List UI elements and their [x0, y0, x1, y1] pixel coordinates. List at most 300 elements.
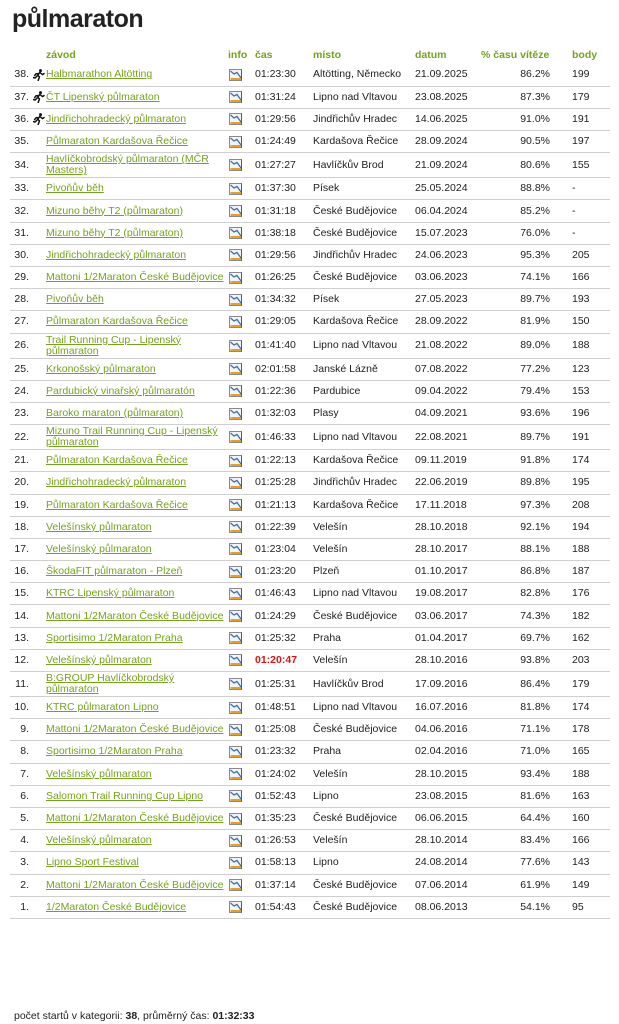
row-pct: 87.3%: [479, 86, 564, 108]
row-points: 187: [564, 561, 610, 583]
row-time: 01:41:40: [253, 333, 311, 358]
col-place: místo: [313, 48, 342, 61]
row-time: 01:46:33: [253, 425, 311, 450]
row-rank: 18.: [10, 516, 30, 538]
table-row: [10, 244, 610, 266]
row-date: 16.07.2016: [413, 697, 479, 719]
row-place: Altötting, Německo: [311, 64, 413, 86]
race-link[interactable]: Trail Running Cup - Lipenský půlmaraton: [46, 333, 182, 357]
row-time: 01:58:13: [253, 852, 311, 874]
row-pct: 89.0%: [479, 333, 564, 358]
row-pct: 54.1%: [479, 896, 564, 918]
row-rank: 33.: [10, 178, 30, 200]
race-link[interactable]: Krkonošský půlmaraton: [46, 362, 156, 375]
row-rank: 35.: [10, 131, 30, 153]
table-header: [10, 46, 610, 64]
table-row: [10, 516, 610, 538]
table-row: [10, 627, 610, 649]
row-date: 28.10.2018: [413, 516, 479, 538]
chart-document-icon[interactable]: [228, 834, 244, 848]
row-date: 28.10.2017: [413, 538, 479, 560]
row-points: 163: [564, 785, 610, 807]
chart-document-icon[interactable]: [228, 767, 244, 781]
row-rank: 13.: [10, 627, 30, 649]
row-date: 21.09.2025: [413, 64, 479, 86]
row-place: České Budějovice: [311, 807, 413, 829]
row-place: Velešín: [311, 763, 413, 785]
row-rank: 21.: [10, 450, 30, 472]
table-row: [10, 472, 610, 494]
row-points: 196: [564, 402, 610, 424]
table-row: [10, 719, 610, 741]
chart-document-icon[interactable]: [228, 112, 244, 126]
row-points: 188: [564, 538, 610, 560]
row-date: 04.09.2021: [413, 402, 479, 424]
row-pct: 97.3%: [479, 494, 564, 516]
col-race: závod: [46, 48, 76, 61]
row-rank: 3.: [10, 852, 30, 874]
row-pct: 91.8%: [479, 450, 564, 472]
row-rank: 26.: [10, 333, 30, 358]
row-time: 01:24:29: [253, 605, 311, 627]
chart-document-icon[interactable]: [228, 362, 244, 376]
row-date: 22.08.2021: [413, 425, 479, 450]
row-time: 01:29:56: [253, 244, 311, 266]
chart-document-icon[interactable]: [228, 631, 244, 645]
row-rank: 23.: [10, 402, 30, 424]
race-link[interactable]: Pivoňův běh: [46, 182, 104, 195]
table-row: [10, 852, 610, 874]
row-date: 17.11.2018: [413, 494, 479, 516]
runner-icon: [33, 113, 45, 125]
row-date: 03.06.2017: [413, 605, 479, 627]
race-link[interactable]: Půlmaraton Kardašova Řečice: [46, 315, 188, 328]
row-points: 179: [564, 672, 610, 697]
row-place: Praha: [311, 627, 413, 649]
row-place: Lipno: [311, 785, 413, 807]
row-pct: 74.3%: [479, 605, 564, 627]
row-time: 01:34:32: [253, 289, 311, 311]
chart-document-icon[interactable]: [228, 476, 244, 490]
row-time: 01:22:39: [253, 516, 311, 538]
chart-document-icon[interactable]: [228, 856, 244, 870]
row-date: 24.08.2014: [413, 852, 479, 874]
row-place: Praha: [311, 741, 413, 763]
row-date: 09.11.2019: [413, 450, 479, 472]
row-place: Pardubice: [311, 380, 413, 402]
chart-document-icon[interactable]: [228, 226, 244, 240]
table-row: [10, 333, 610, 358]
row-points: 160: [564, 807, 610, 829]
row-pct: 69.7%: [479, 627, 564, 649]
chart-document-icon[interactable]: [228, 68, 244, 82]
row-time: 01:26:53: [253, 830, 311, 852]
row-place: Písek: [311, 289, 413, 311]
chart-document-icon[interactable]: [228, 745, 244, 759]
race-link[interactable]: Sportisimo 1/2Maraton Praha: [46, 631, 183, 644]
table-row: [10, 267, 610, 289]
race-link[interactable]: Velešínský půlmaraton: [46, 767, 152, 780]
row-date: 09.04.2022: [413, 380, 479, 402]
row-time: 01:21:13: [253, 494, 311, 516]
chart-document-icon[interactable]: [228, 565, 244, 579]
row-pct: 74.1%: [479, 267, 564, 289]
row-points: 176: [564, 583, 610, 605]
row-date: 06.06.2015: [413, 807, 479, 829]
row-points: -: [564, 178, 610, 200]
row-time: 01:32:03: [253, 402, 311, 424]
table-row: [10, 178, 610, 200]
table-row: [10, 380, 610, 402]
row-points: 191: [564, 425, 610, 450]
chart-document-icon[interactable]: [228, 271, 244, 285]
row-rank: 31.: [10, 222, 30, 244]
row-rank: 27.: [10, 311, 30, 333]
row-date: 22.06.2019: [413, 472, 479, 494]
row-date: 03.06.2023: [413, 267, 479, 289]
table-row: [10, 807, 610, 829]
race-link[interactable]: Velešínský půlmaraton: [46, 520, 152, 533]
row-place: České Budějovice: [311, 222, 413, 244]
row-date: 07.08.2022: [413, 358, 479, 380]
race-link[interactable]: Jindřichohradecký půlmaraton: [46, 476, 187, 489]
table-row: [10, 874, 610, 896]
chart-document-icon[interactable]: [228, 900, 244, 914]
race-link[interactable]: KTRC půlmaraton Lipno: [46, 701, 159, 714]
table-row: [10, 561, 610, 583]
row-date: 28.10.2014: [413, 830, 479, 852]
row-place: České Budějovice: [311, 896, 413, 918]
row-points: -: [564, 200, 610, 222]
chart-document-icon[interactable]: [228, 677, 244, 691]
row-place: Plzeň: [311, 561, 413, 583]
row-time: 01:25:32: [253, 627, 311, 649]
chart-document-icon[interactable]: [228, 248, 244, 262]
row-pct: 93.4%: [479, 763, 564, 785]
row-place: Plasy: [311, 402, 413, 424]
runner-icon: [33, 91, 45, 103]
table-row: [10, 763, 610, 785]
row-time: 01:25:31: [253, 672, 311, 697]
row-rank: 38.: [10, 64, 30, 86]
table-row: [10, 131, 610, 153]
table-row: [10, 785, 610, 807]
row-rank: 17.: [10, 538, 30, 560]
row-rank: 8.: [10, 741, 30, 763]
row-pct: 88.8%: [479, 178, 564, 200]
row-points: 165: [564, 741, 610, 763]
race-link[interactable]: KTRC Lipenský půlmaraton: [46, 587, 175, 600]
race-link[interactable]: Půlmaraton Kardašova Řečice: [46, 454, 188, 467]
race-link[interactable]: Mattoni 1/2Maraton České Budějovice: [46, 812, 224, 825]
race-link[interactable]: Velešínský půlmaraton: [46, 834, 152, 847]
row-pct: 71.1%: [479, 719, 564, 741]
row-pct: 79.4%: [479, 380, 564, 402]
row-place: Lipno nad Vltavou: [311, 425, 413, 450]
row-time: 01:35:23: [253, 807, 311, 829]
row-date: 01.04.2017: [413, 627, 479, 649]
race-link[interactable]: Lipno Sport Festival: [46, 856, 139, 869]
row-pct: 90.5%: [479, 131, 564, 153]
row-pct: 64.4%: [479, 807, 564, 829]
row-time: 01:25:28: [253, 472, 311, 494]
row-points: 188: [564, 763, 610, 785]
row-time: 01:29:56: [253, 108, 311, 130]
chart-document-icon[interactable]: [228, 339, 244, 353]
col-info: info: [228, 48, 248, 61]
row-pct: 76.0%: [479, 222, 564, 244]
table-row: [10, 425, 610, 450]
table-row: [10, 583, 610, 605]
row-pct: 61.9%: [479, 874, 564, 896]
row-time: 01:24:49: [253, 131, 311, 153]
chart-document-icon[interactable]: [228, 701, 244, 715]
race-link[interactable]: Pardubický vinařský půlmaratón: [46, 384, 195, 397]
chart-document-icon[interactable]: [228, 723, 244, 737]
chart-document-icon[interactable]: [228, 789, 244, 803]
table-row: [10, 358, 610, 380]
race-link[interactable]: Velešínský půlmaraton: [46, 653, 152, 666]
row-pct: 92.1%: [479, 516, 564, 538]
row-pct: 77.2%: [479, 358, 564, 380]
row-points: 174: [564, 450, 610, 472]
row-pct: 81.8%: [479, 697, 564, 719]
chart-document-icon[interactable]: [228, 587, 244, 601]
row-date: 06.04.2024: [413, 200, 479, 222]
row-time: 01:37:14: [253, 874, 311, 896]
row-time: 01:26:25: [253, 267, 311, 289]
row-rank: 5.: [10, 807, 30, 829]
table-row: [10, 830, 610, 852]
row-pct: 81.6%: [479, 785, 564, 807]
row-place: Jindřichův Hradec: [311, 472, 413, 494]
table-row: [10, 289, 610, 311]
row-time: 01:31:18: [253, 200, 311, 222]
row-points: 191: [564, 108, 610, 130]
row-rank: 36.: [10, 108, 30, 130]
table-row: [10, 649, 610, 671]
table-row: [10, 222, 610, 244]
row-time: 02:01:58: [253, 358, 311, 380]
row-date: 28.09.2022: [413, 311, 479, 333]
chart-document-icon[interactable]: [228, 653, 244, 667]
summary-footer: [14, 1010, 254, 1022]
table-row: [10, 697, 610, 719]
chart-document-icon[interactable]: [228, 812, 244, 826]
chart-document-icon[interactable]: [228, 293, 244, 307]
row-date: 27.05.2023: [413, 289, 479, 311]
race-link[interactable]: Salomon Trail Running Cup Lipno: [46, 789, 204, 802]
race-link[interactable]: Jindřichohradecký půlmaraton: [46, 112, 187, 125]
row-pct: 83.4%: [479, 830, 564, 852]
row-pct: 86.2%: [479, 64, 564, 86]
row-points: 203: [564, 649, 610, 671]
table-row: [10, 494, 610, 516]
row-points: 208: [564, 494, 610, 516]
race-link[interactable]: Mattoni 1/2Maraton České Budějovice: [46, 723, 224, 736]
row-rank: 4.: [10, 830, 30, 852]
row-place: Lipno nad Vltavou: [311, 333, 413, 358]
row-date: 01.10.2017: [413, 561, 479, 583]
row-pct: 89.7%: [479, 289, 564, 311]
row-points: 95: [564, 896, 610, 918]
results-table: [10, 46, 610, 919]
race-link[interactable]: Baroko maraton (půlmaraton): [46, 407, 184, 420]
row-pct: 86.4%: [479, 672, 564, 697]
col-pct: % času vítěze: [481, 48, 550, 61]
row-points: 153: [564, 380, 610, 402]
table-row: [10, 311, 610, 333]
row-place: Lipno nad Vltavou: [311, 583, 413, 605]
race-link[interactable]: Mattoni 1/2Maraton České Budějovice: [46, 609, 224, 622]
row-time: 01:31:24: [253, 86, 311, 108]
row-date: 23.08.2025: [413, 86, 479, 108]
race-link[interactable]: B:GROUP Havlíčkobrodský půlmaraton: [46, 672, 175, 695]
row-place: Lipno nad Vltavou: [311, 697, 413, 719]
race-link[interactable]: Mattoni 1/2Maraton České Budějovice: [46, 271, 224, 284]
row-points: 197: [564, 131, 610, 153]
row-pct: 95.3%: [479, 244, 564, 266]
table-row: [10, 108, 610, 130]
row-date: 28.10.2015: [413, 763, 479, 785]
table-row: [10, 86, 610, 108]
row-points: 143: [564, 852, 610, 874]
chart-document-icon[interactable]: [228, 878, 244, 892]
chart-document-icon[interactable]: [228, 135, 244, 149]
row-pct: 85.2%: [479, 200, 564, 222]
chart-document-icon[interactable]: [228, 407, 244, 421]
row-points: 166: [564, 267, 610, 289]
row-place: Velešín: [311, 516, 413, 538]
race-link[interactable]: Půlmaraton Kardašova Řečice: [46, 498, 188, 511]
avg-time: 01:32:33: [212, 1010, 255, 1022]
row-date: 24.06.2023: [413, 244, 479, 266]
race-link[interactable]: Pivoňův běh: [46, 293, 104, 306]
row-time: 01:52:43: [253, 785, 311, 807]
chart-document-icon[interactable]: [228, 90, 244, 104]
row-time: 01:20:47: [253, 649, 311, 671]
row-rank: 22.: [10, 425, 30, 450]
chart-document-icon[interactable]: [228, 182, 244, 196]
row-place: Lipno nad Vltavou: [311, 86, 413, 108]
runner-icon: [33, 69, 45, 81]
row-rank: 32.: [10, 200, 30, 222]
row-date: 15.07.2023: [413, 222, 479, 244]
row-rank: 2.: [10, 874, 30, 896]
row-rank: 1.: [10, 896, 30, 918]
race-link[interactable]: Havlíčkobrodský půlmaraton (MČR Masters): [46, 153, 209, 177]
row-time: 01:48:51: [253, 697, 311, 719]
race-link[interactable]: Půlmaraton Kardašova Řečice: [46, 135, 188, 148]
row-points: 123: [564, 358, 610, 380]
chart-document-icon[interactable]: [228, 204, 244, 218]
row-place: Velešín: [311, 830, 413, 852]
row-time: 01:27:27: [253, 153, 311, 178]
col-date: datum: [415, 48, 447, 61]
race-link[interactable]: ČT Lipenský půlmaraton: [46, 90, 160, 103]
race-link[interactable]: Jindřichohradecký půlmaraton: [46, 248, 187, 261]
row-points: 195: [564, 472, 610, 494]
row-time: 01:54:43: [253, 896, 311, 918]
row-time: 01:37:30: [253, 178, 311, 200]
row-place: České Budějovice: [311, 874, 413, 896]
chart-document-icon[interactable]: [228, 609, 244, 623]
race-link[interactable]: Velešínský půlmaraton: [46, 542, 152, 555]
row-rank: 12.: [10, 649, 30, 671]
row-date: 19.08.2017: [413, 583, 479, 605]
row-points: 182: [564, 605, 610, 627]
row-place: Velešín: [311, 538, 413, 560]
table-row: [10, 200, 610, 222]
race-link[interactable]: Sportisimo 1/2Maraton Praha: [46, 745, 183, 758]
row-points: 199: [564, 64, 610, 86]
row-rank: 15.: [10, 583, 30, 605]
row-pct: 89.7%: [479, 425, 564, 450]
chart-document-icon[interactable]: [228, 498, 244, 512]
row-rank: 37.: [10, 86, 30, 108]
row-time: 01:22:13: [253, 450, 311, 472]
row-date: 23.08.2015: [413, 785, 479, 807]
race-link[interactable]: Mizuno Trail Running Cup - Lipenský půlmaraton: [46, 425, 218, 449]
race-link[interactable]: ŠkodaFIT půlmaraton - Plzeň: [46, 565, 183, 578]
chart-document-icon[interactable]: [228, 520, 244, 534]
row-points: 149: [564, 874, 610, 896]
race-link[interactable]: Halbmarathon Altötting: [46, 68, 153, 81]
row-date: 08.06.2013: [413, 896, 479, 918]
row-time: 01:23:30: [253, 64, 311, 86]
chart-document-icon[interactable]: [228, 454, 244, 468]
row-points: 155: [564, 153, 610, 178]
row-rank: 9.: [10, 719, 30, 741]
row-place: Janské Lázně: [311, 358, 413, 380]
race-link[interactable]: Mizuno běhy T2 (půlmaraton): [46, 226, 183, 239]
row-pct: 86.8%: [479, 561, 564, 583]
row-time: 01:23:04: [253, 538, 311, 560]
race-link[interactable]: Mizuno běhy T2 (půlmaraton): [46, 204, 183, 217]
row-place: Kardašova Řečice: [311, 311, 413, 333]
row-pct: 93.8%: [479, 649, 564, 671]
row-time: 01:23:20: [253, 561, 311, 583]
table-row: [10, 605, 610, 627]
row-points: 174: [564, 697, 610, 719]
row-place: Havlíčkův Brod: [311, 672, 413, 697]
chart-document-icon[interactable]: [228, 315, 244, 329]
chart-document-icon[interactable]: [228, 542, 244, 556]
race-link[interactable]: 1/2Maraton České Budějovice: [46, 900, 187, 913]
row-points: -: [564, 222, 610, 244]
row-pct: 80.6%: [479, 153, 564, 178]
row-pct: 89.8%: [479, 472, 564, 494]
row-points: 162: [564, 627, 610, 649]
race-link[interactable]: Mattoni 1/2Maraton České Budějovice: [46, 878, 224, 891]
row-date: 28.09.2024: [413, 131, 479, 153]
row-date: 21.09.2024: [413, 153, 479, 178]
row-rank: 7.: [10, 763, 30, 785]
table-row: [10, 64, 610, 86]
row-pct: 81.9%: [479, 311, 564, 333]
chart-document-icon[interactable]: [228, 430, 244, 444]
row-place: Velešín: [311, 649, 413, 671]
table-row: [10, 153, 610, 178]
row-pct: 82.8%: [479, 583, 564, 605]
table-row: [10, 538, 610, 560]
chart-document-icon[interactable]: [228, 384, 244, 398]
chart-document-icon[interactable]: [228, 158, 244, 172]
row-points: 150: [564, 311, 610, 333]
row-date: 17.09.2016: [413, 672, 479, 697]
table-row: [10, 896, 610, 918]
row-time: 01:38:18: [253, 222, 311, 244]
